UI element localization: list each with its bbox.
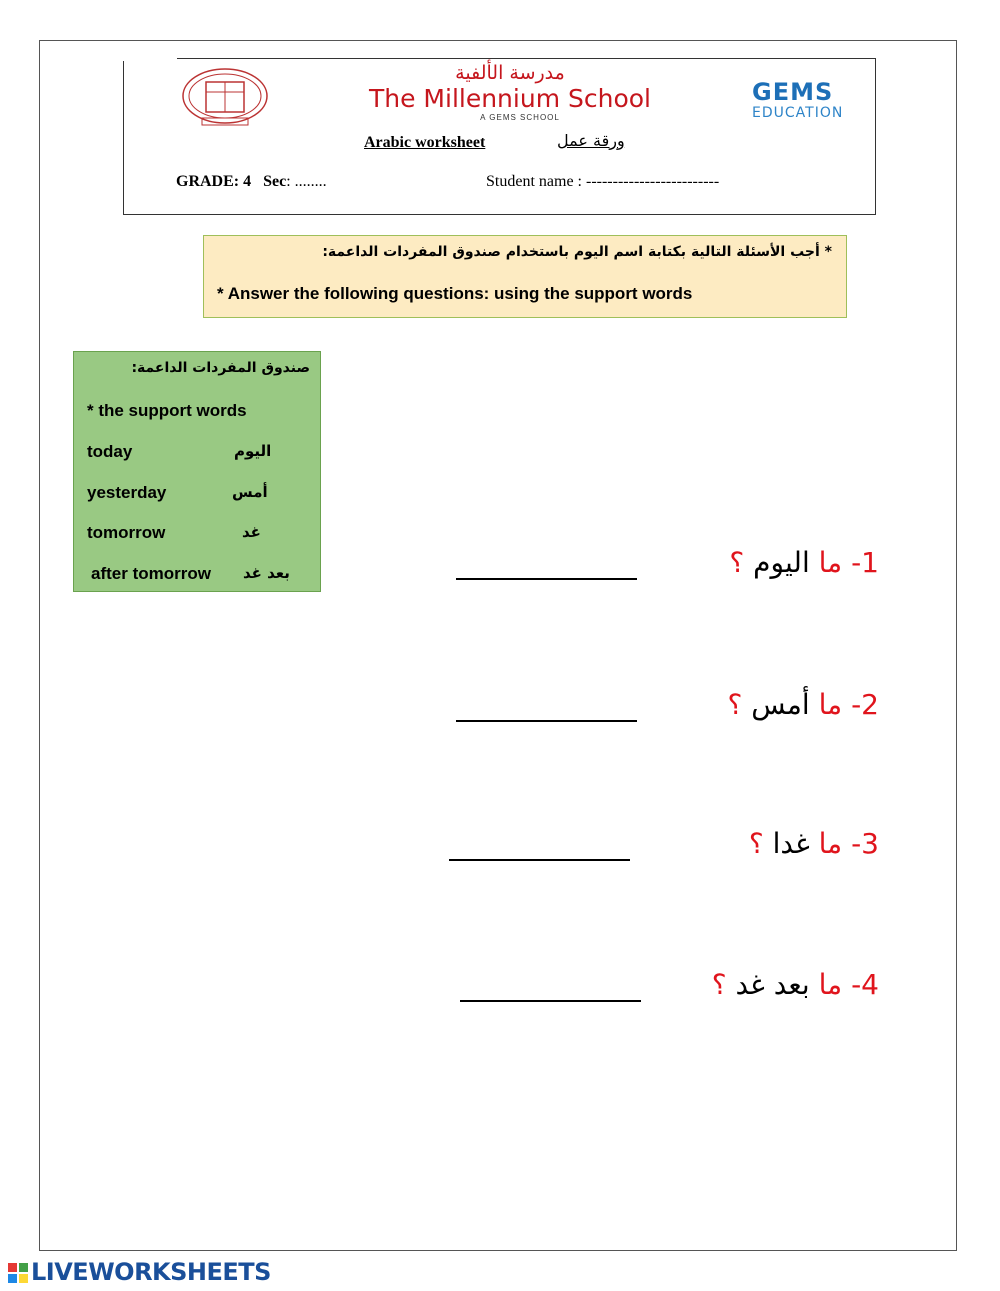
question-2 [727,688,879,721]
instruction-box [203,235,847,318]
sec-label: Sec [263,173,287,190]
support-word-row [87,523,317,547]
question-mark: ؟ [711,968,727,1001]
support-word-row [87,442,317,466]
support-title-english: * the support words [87,401,247,420]
question-ma: ما [818,968,843,1001]
support-word-ar: أمس [232,483,268,501]
support-word-ar: بعد غد [243,564,290,582]
answer-line-3[interactable] [449,859,630,861]
question-4 [712,968,879,1001]
instruction-english: * Answer the following questions: using the support words [217,284,693,303]
support-word-en: tomorrow [87,523,166,542]
question-1 [729,546,879,579]
support-word-ar: غد [242,523,261,541]
support-word-row [87,483,317,507]
question-ma: ما [818,546,843,579]
sec-value[interactable]: : ........ [286,173,327,190]
page-frame [39,40,957,1251]
question-word: اليوم [753,546,810,579]
student-name-field[interactable]: Student name : ------------------------- [486,173,720,190]
question-ma: ما [818,827,843,860]
support-words-box [73,351,321,592]
question-3 [749,827,879,860]
question-word: بعد غد [735,968,810,1001]
liveworksheets-brand[interactable]: LIVEWORKSHEETS [31,1258,271,1286]
worksheet-title-arabic: ورقة عمل [557,131,625,150]
grade-section-line [176,173,327,191]
support-word-ar: اليوم [234,442,272,460]
grade-label: GRADE: [176,173,240,190]
question-number: 3- [851,827,879,860]
question-number: 2- [851,688,879,721]
support-word-en: yesterday [87,483,167,502]
answer-line-4[interactable] [460,1000,641,1002]
grade-value: 4 [243,173,252,190]
school-name-english: The Millennium School [368,84,651,113]
school-subtitle: A GEMS SCHOOL [480,113,560,122]
question-ma: ما [818,688,843,721]
support-word-en: after tomorrow [91,564,211,583]
header-notch [122,57,177,61]
answer-line-2[interactable] [456,720,637,722]
liveworksheets-icon [8,1263,28,1283]
question-mark: ؟ [748,827,764,860]
question-mark: ؟ [729,546,745,579]
question-number: 1- [851,546,879,579]
support-word-en: today [87,442,133,461]
school-name-arabic: مدرسة الألفية [455,62,565,84]
question-number: 4- [851,968,879,1001]
support-word-row [91,564,321,588]
question-word: أمس [751,688,810,721]
question-word: غدا [772,827,810,860]
instruction-arabic: * أجب الأسئلة التالية بكتابة اسم اليوم باستخدام صندوق المفردات الداعمة: [322,244,832,260]
worksheet-title: Arabic worksheet [364,134,486,151]
question-mark: ؟ [727,688,743,721]
support-title-arabic: صندوق المفردات الداعمة: [131,360,310,376]
gems-education-label: EDUCATION [752,105,844,121]
answer-line-1[interactable] [456,578,637,580]
gems-logo: GEMS [752,78,834,106]
school-crest-logo [180,66,270,128]
